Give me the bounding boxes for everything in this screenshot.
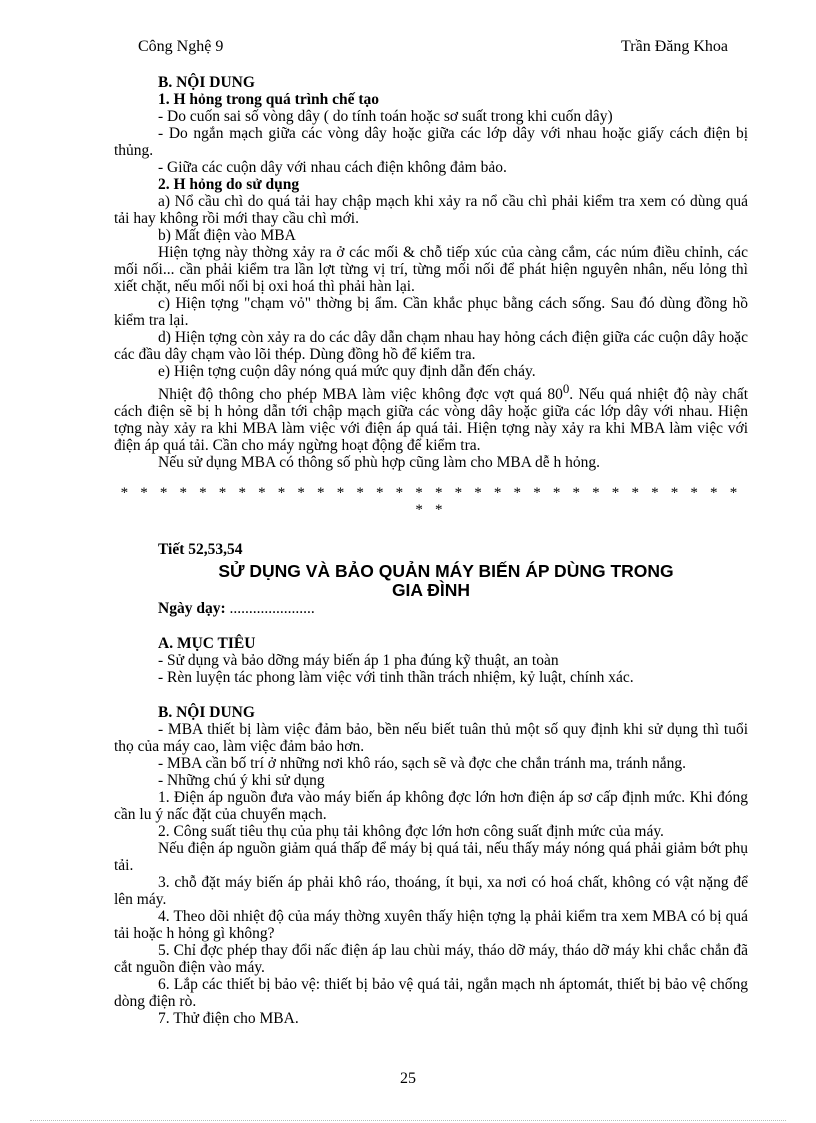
paragraph: - Do cuốn sai số vòng dây ( do tính toán hoặc sơ suất trong khi cuốn dây) [158,108,613,125]
paragraph: - Rèn luyện tác phong làm việc với tinh thần trách nhiệm, kỷ luật, chính xác. [158,669,634,687]
section-heading: B. NỘI DUNG [158,74,255,91]
paragraph: e) Hiện tợng cuộn dây nóng quá mức quy định dẫn đến cháy. [158,363,536,380]
content-heading: B. NỘI DUNG [158,704,255,722]
paragraph: - Những chú ý khi sử dụng [158,772,325,790]
paragraph: - MBA thiết bị làm việc đảm bảo, bền nếu biết tuân thủ một số quy định khi sử dụng thì tuổi thọ của máy cao, làm việc đảm bảo hơn. [114,721,748,756]
separator: * * * * * * * * * * * * * * * * * * * * * * * * * * * * * * * * * * [120,485,742,519]
paragraph: Nếu sử dụng MBA có thông số phù hợp cũng làm cho MBA dễ h hỏng. [158,454,600,472]
paragraph: Nếu điện áp nguồn giảm quá thấp để máy bị quá tải, nếu thấy máy nóng quá phải giảm bớt phụ tải. [114,840,748,875]
header-subject: Công Nghệ 9 [138,38,224,55]
paragraph: b) Mất điện vào MBA [158,227,296,244]
paragraph: d) Hiện tợng còn xảy ra do các dây dẫn chạm nhau hay hỏng cách điện giữa các cuộn dây hoặc các đầu dây chạm vào lõi thép. Dùng đồng hồ để kiểm tra. [114,329,748,363]
page-header [138,38,728,58]
lesson-title: SỬ DỤNG VÀ BẢO QUẢN MÁY BIẾN ÁP DÙNG TRONG GIA ĐÌNH [218,561,674,601]
paragraph: - MBA cần bố trí ở những nơi khô ráo, sạch sẽ và đợc che chắn tránh ma, tránh nắng. [158,755,686,773]
paragraph: - Sử dụng và bảo dỡng máy biến áp 1 pha đúng kỹ thuật, an toàn [158,652,559,670]
paragraph: 4. Theo dõi nhiệt độ của máy thờng xuyên thấy hiện tợng lạ phải kiểm tra xem MBA có bị quá tải hoặc h hỏng gì không? [114,908,748,943]
paragraph: 7. Thử điện cho MBA. [158,1010,299,1028]
paragraph: a) Nổ cầu chì do quá tải hay chập mạch khi xảy ra nổ cầu chì phải kiểm tra xem có dùng quá tải hay không rồi mới thay cầu chì mới. [114,193,748,227]
teaching-date: Ngày dạy: ...................... [158,600,315,618]
paragraph: - Do ngắn mạch giữa các vòng dây hoặc giữa các lớp dây với nhau hoặc giấy cách điện bị thủng. [114,125,748,159]
paragraph: 5. Chỉ đợc phép thay đổi nấc điện áp lau chùi máy, tháo dỡ máy, tháo dỡ máy khi chắc chắn đã cắt nguồn điện vào máy. [114,942,748,977]
paragraph: Hiện tợng này thờng xảy ra ở các mối & chỗ tiếp xúc của càng cắm, các núm điều chỉnh, các mối nối... cần phải kiểm tra lần lợt từng vị trí, từng mối nối để phát hiện nguyên nhân, nếu lỏng thì xiết chặt, nếu mối nối bị oxi hoá thì phải hàn lại. [114,244,748,295]
subsection-heading: 1. H hỏng trong quá trình chế tạo [158,91,380,108]
page-number: 25 [400,1070,416,1087]
paragraph: 3. chỗ đặt máy biến áp phải khô ráo, thoáng, ít bụi, xa nơi có hoá chất, không có vật nặng để lên máy. [114,874,748,909]
objectives-heading: A. MỤC TIÊU [158,635,256,653]
subsection-heading: 2. H hỏng do sử dụng [158,176,300,193]
paragraph-temperature: Nhiệt độ thông cho phép MBA làm việc không đợc vợt quá $80^0$. Nếu quá nhiệt độ này chất cách điện sẽ bị h hỏng dẫn tới chập mạch giữa các vòng dây hoặc giữa các lớp dây với nhau. Hiện tợng này xảy ra khi MBA làm việc với điện áp quá tải. Hiện tợng này xảy ra khi MBA làm việc với điện áp quá tải. Cần cho máy ngừng hoạt động để kiểm tra. [114,381,748,455]
page-bottom-rule [30,1120,786,1121]
header-author: Trần Đăng Khoa [621,38,728,55]
paragraph: 2. Công suất tiêu thụ của phụ tải không đợc lớn hơn công suất định mức của máy. [158,823,664,841]
paragraph: - Giữa các cuộn dây với nhau cách điện không đảm bảo. [158,159,507,176]
paragraph: 6. Lắp các thiết bị bảo vệ: thiết bị bảo vệ quá tải, ngắn mạch nh áptomát, thiết bị bảo vệ chống dòng điện rò. [114,976,748,1011]
page-content [114,74,748,1027]
paragraph: 1. Điện áp nguồn đưa vào máy biến áp không đợc lớn hơn điện áp sơ cấp định mức. Khi đóng cần lu ý nấc đặt của chuyển mạch. [114,789,748,824]
lesson-period: Tiết 52,53,54 [158,541,243,559]
paragraph: c) Hiện tợng "chạm vỏ" thờng bị ẩm. Cần khắc phục bằng cách sống. Sau đó dùng đồng hồ kiểm tra lại. [114,295,748,329]
